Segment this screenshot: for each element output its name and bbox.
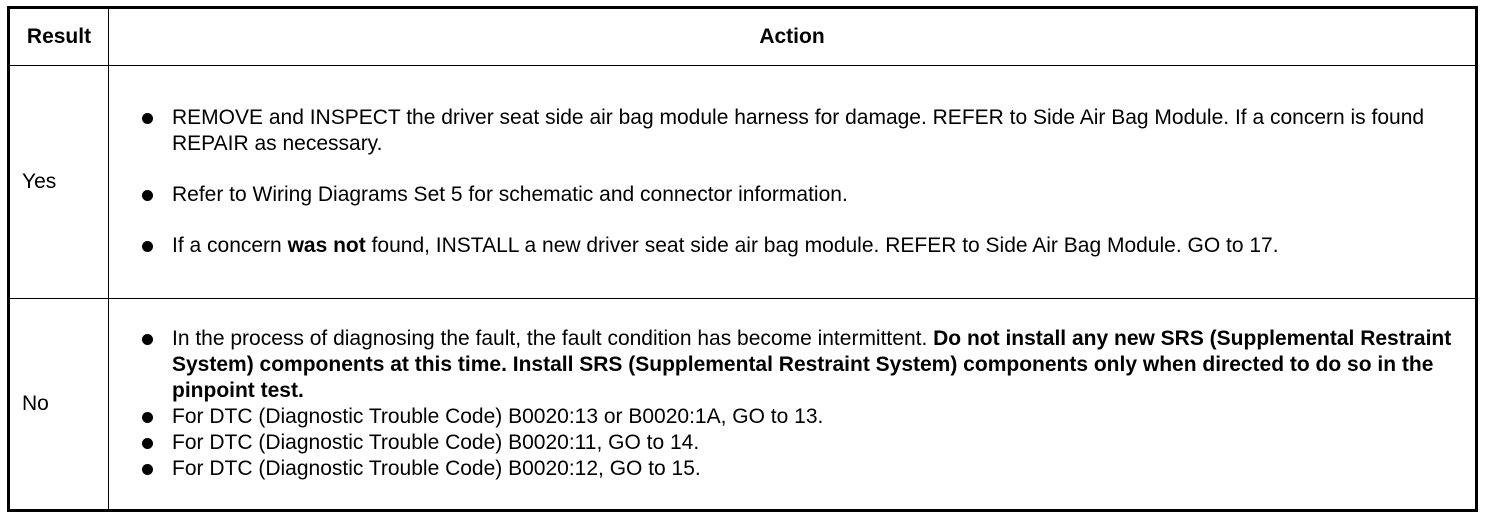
header-result: Result (9, 8, 109, 66)
action-text: In the process of diagnosing the fault, the fault condition has become intermittent. (172, 326, 934, 350)
action-item (139, 430, 1457, 456)
action-item (139, 182, 1457, 208)
action-text: found, INSTALL a new driver seat side air bag module. REFER to Side Air Bag Module. GO to 17. (365, 234, 1279, 258)
action-item (139, 404, 1457, 430)
action-text: If a concern (172, 234, 288, 258)
action-list-no (139, 326, 1457, 482)
action-text: Refer to Wiring Diagrams Set 5 for schematic and connector information. (172, 183, 848, 207)
action-text: For DTC (Diagnostic Trouble Code) B0020:12, GO to 15. (172, 456, 701, 480)
result-cell-no: No (9, 298, 109, 510)
action-text: REMOVE and INSPECT the driver seat side air bag module harness for damage. REFER to Side Air Bag Module. If a concern is found REPAIR as necessary. (172, 106, 1425, 156)
action-text-bold: Do not install any new SRS (Supplemental Restraint System) components at this time. Install SRS (Supplemental Restraint System) components only when directed to do so in the pinpoint test. (172, 326, 1452, 402)
action-item (139, 326, 1457, 404)
action-cell-no (109, 298, 1477, 510)
action-text-bold: was not (287, 234, 366, 258)
header-action: Action (109, 8, 1477, 66)
table-row-yes (9, 66, 1477, 298)
action-item (139, 233, 1457, 259)
action-text: For DTC (Diagnostic Trouble Code) B0020:13 or B0020:1A, GO to 13. (172, 404, 824, 428)
table-header-row (9, 8, 1477, 66)
action-item (139, 456, 1457, 482)
result-action-table (7, 6, 1478, 512)
result-cell-yes: Yes (9, 66, 109, 298)
action-list-yes (139, 105, 1457, 259)
action-cell-yes (109, 66, 1477, 298)
action-item (139, 105, 1457, 157)
table-row-no (9, 298, 1477, 510)
action-text: For DTC (Diagnostic Trouble Code) B0020:11, GO to 14. (172, 430, 700, 454)
